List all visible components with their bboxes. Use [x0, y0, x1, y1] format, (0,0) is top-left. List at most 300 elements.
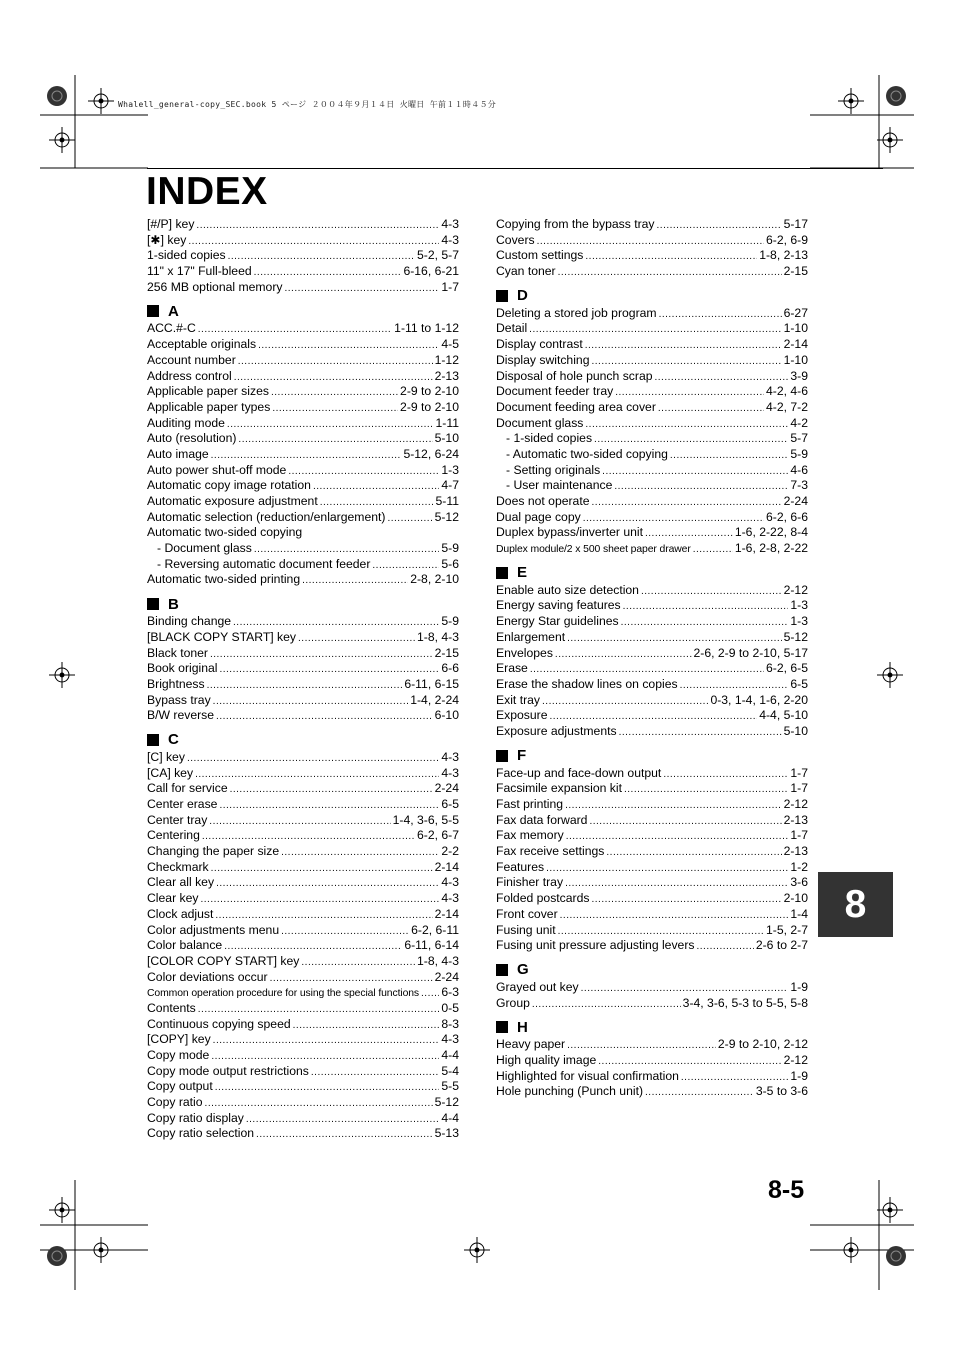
index-term: Black toner [147, 645, 208, 660]
dot-leader [228, 249, 415, 265]
index-term: Fast printing [496, 797, 564, 811]
index-term: Energy Star guidelines [496, 614, 619, 629]
index-entry [147, 248, 459, 264]
index-term: Contents [147, 1000, 196, 1015]
header-rule [147, 168, 883, 169]
index-pages: 1-8, 4-3 [416, 953, 459, 968]
index-pages: 5-7 [790, 431, 808, 446]
index-term: Document glass [496, 415, 584, 430]
index-term: Detail [496, 321, 528, 336]
index-term: [✱] key [147, 232, 187, 247]
index-term: Energy saving features [496, 598, 621, 613]
dot-leader [537, 234, 764, 250]
dot-leader [211, 448, 402, 464]
index-entry [496, 400, 808, 416]
index-pages: 2-9 to 2-10, 2-12 [717, 1037, 808, 1052]
index-term: Address control [147, 368, 232, 383]
dot-leader [298, 631, 415, 647]
index-pages: 4-3 [441, 232, 459, 247]
index-pages: 1-4, 3-6, 5-5 [392, 812, 459, 827]
dot-leader [256, 1127, 433, 1143]
index-term: [BLACK COPY START] key [147, 629, 297, 644]
index-term: Center tray [147, 812, 208, 827]
index-entry [496, 233, 808, 249]
dot-leader [258, 338, 439, 354]
dot-leader [311, 1065, 439, 1081]
dot-leader [372, 558, 439, 574]
dot-leader [302, 573, 408, 589]
index-pages: 1-8, 2-13 [759, 248, 808, 263]
dot-leader [645, 526, 733, 542]
index-pages: 4-3 [441, 765, 459, 780]
index-pages: 5-17 [783, 217, 808, 231]
index-entry [496, 447, 808, 463]
index-entry [147, 844, 459, 860]
index-pages: 5-12 [434, 1095, 459, 1110]
index-entry [147, 1079, 459, 1095]
dot-leader [205, 1096, 433, 1112]
index-pages: 3-6 [790, 875, 808, 890]
index-pages: 2-14 [434, 906, 459, 921]
index-term: - 1-sided copies [506, 431, 593, 446]
index-term: Fusing unit [496, 922, 556, 937]
index-pages: 1-7 [790, 781, 808, 796]
square-bullet-icon [496, 750, 508, 762]
section-letter: A [168, 302, 179, 320]
dot-leader [645, 1085, 754, 1101]
index-term: Fax receive settings [496, 844, 605, 859]
dot-leader [558, 265, 782, 281]
index-entry [147, 431, 459, 447]
dot-leader [198, 1002, 440, 1018]
index-term: [#/P] key [147, 217, 195, 231]
dot-leader [301, 955, 415, 971]
dot-leader [641, 584, 782, 600]
index-pages: 2-2 [441, 844, 459, 859]
index-pages: 2-14 [434, 859, 459, 874]
index-entry [496, 353, 808, 369]
index-pages: 1-3 [790, 614, 808, 629]
dot-leader [583, 511, 764, 527]
dot-leader [658, 401, 764, 417]
index-term: Clear all key [147, 875, 215, 890]
dot-leader [657, 218, 782, 234]
index-pages: 4-3 [441, 875, 459, 890]
index-term: Checkmark [147, 859, 209, 874]
index-pages: 1-7 [790, 828, 808, 843]
dot-leader [532, 997, 681, 1013]
index-column-right [496, 217, 808, 1100]
section-heading-c [147, 731, 459, 749]
index-pages: 1-10 [783, 321, 808, 336]
index-entry [496, 661, 808, 677]
index-term: Automatic copy image rotation [147, 478, 311, 493]
dot-leader [567, 1038, 716, 1054]
dot-leader [187, 751, 439, 767]
dot-leader [224, 939, 402, 955]
index-entry [496, 217, 808, 233]
index-pages: 4-7 [441, 478, 459, 493]
index-entry [496, 875, 808, 891]
dot-leader [670, 448, 788, 464]
square-bullet-icon [147, 734, 159, 746]
index-entry [496, 828, 808, 844]
dot-leader [215, 908, 432, 924]
index-term: - Document glass [157, 541, 252, 556]
index-entry [496, 708, 808, 724]
dot-leader [230, 782, 433, 798]
dot-leader [211, 1049, 439, 1065]
dot-leader [202, 829, 415, 845]
index-entry [496, 996, 808, 1012]
index-pages: 2-13 [434, 368, 459, 383]
dot-leader [246, 1112, 440, 1128]
index-pages: 2-12 [783, 797, 808, 811]
index-pages: 2-12 [783, 1052, 808, 1067]
dot-leader [585, 249, 757, 265]
index-term: Automatic two-sided printing [147, 572, 301, 587]
index-entry [147, 264, 459, 280]
dot-leader [558, 924, 764, 940]
index-pages: 0-5 [441, 1000, 459, 1015]
index-pages: 5-12 [434, 509, 459, 524]
index-term: Document feeding area cover [496, 399, 656, 414]
square-bullet-icon [496, 290, 508, 302]
index-entry [496, 416, 808, 432]
index-pages: 5-12 [783, 629, 808, 644]
index-term: ACC.#-C [147, 321, 196, 336]
dot-leader [288, 464, 439, 480]
index-term: Auto image [147, 446, 209, 461]
index-pages: 4-3 [441, 749, 459, 764]
index-term: Brightness [147, 676, 205, 691]
index-entry [147, 416, 459, 432]
index-term: Custom settings [496, 248, 584, 263]
page-number: 8-5 [768, 1176, 805, 1204]
dot-leader [213, 694, 409, 710]
index-term: Front cover [496, 906, 558, 921]
index-term: Dual page copy [496, 509, 581, 524]
index-entry [147, 478, 459, 494]
index-entry [496, 891, 808, 907]
index-term: Document feeder tray [496, 384, 614, 399]
index-entry [496, 938, 808, 954]
index-term: Enlargement [496, 629, 566, 644]
index-entry [496, 614, 808, 630]
index-entry [147, 813, 459, 829]
section-heading-f [496, 747, 808, 765]
index-term: Exposure adjustments [496, 723, 617, 738]
index-term: Deleting a stored job program [496, 305, 657, 320]
index-pages: 4-6 [790, 462, 808, 477]
index-entry [147, 1048, 459, 1064]
index-entry [496, 1037, 808, 1053]
index-pages: 6-2, 6-7 [416, 828, 459, 843]
index-entry [496, 525, 808, 541]
index-pages: 6-11, 6-14 [404, 938, 459, 953]
index-term: Heavy paper [496, 1037, 566, 1052]
index-entry [147, 797, 459, 813]
index-term: Hole punching (Punch unit) [496, 1084, 644, 1099]
index-entry [496, 384, 808, 400]
dot-leader [585, 417, 788, 433]
index-entry [496, 306, 808, 322]
dot-leader [565, 876, 788, 892]
index-entry [496, 693, 808, 709]
index-entry [147, 541, 459, 557]
index-entry [496, 510, 808, 526]
index-pages: 3-4, 3-6, 5-3 to 5-5, 5-8 [682, 995, 808, 1010]
index-pages: 6-2, 6-5 [765, 661, 808, 676]
section-heading-g [496, 961, 808, 979]
index-entry [147, 1017, 459, 1033]
index-term: Fax memory [496, 828, 564, 843]
index-term: Erase the shadow lines on copies [496, 676, 678, 691]
index-entry [147, 572, 459, 588]
index-term: Fusing unit pressure adjusting levers [496, 938, 695, 953]
index-pages: 1-7 [441, 279, 459, 294]
index-entry [147, 1126, 459, 1142]
dot-leader [272, 401, 398, 417]
dot-leader [211, 861, 433, 877]
index-term: Duplex bypass/inverter unit [496, 525, 643, 540]
dot-leader [697, 939, 754, 955]
index-term: Color balance [147, 938, 223, 953]
index-entry [496, 369, 808, 385]
dot-leader [270, 971, 433, 987]
dot-leader [592, 495, 782, 511]
index-entry [147, 510, 459, 526]
dot-leader [284, 281, 439, 297]
index-entry [147, 693, 459, 709]
index-entry [147, 985, 459, 1001]
index-pages: 1-7 [790, 765, 808, 780]
index-pages: 4-3 [441, 891, 459, 906]
dot-leader [624, 782, 788, 798]
index-term: Color adjustments menu [147, 922, 280, 937]
index-term: Copy ratio [147, 1095, 203, 1110]
dot-leader [566, 829, 789, 845]
index-term: Center erase [147, 797, 218, 811]
index-term: Finisher tray [496, 875, 564, 890]
index-entry [496, 463, 808, 479]
index-term: Enable auto size detection [496, 582, 639, 597]
index-entry [147, 1001, 459, 1017]
dot-leader [195, 767, 439, 783]
index-term: Copy mode [147, 1048, 210, 1062]
index-entry [496, 337, 808, 353]
index-entry [496, 781, 808, 797]
dot-leader [681, 1070, 788, 1086]
dot-leader [238, 354, 433, 370]
index-pages: 1-11 to 1-12 [394, 321, 459, 336]
index-entry [496, 264, 808, 280]
index-pages: 5-10 [434, 431, 459, 446]
index-pages: 1-3 [441, 462, 459, 477]
dot-leader [271, 385, 398, 401]
dot-leader [542, 694, 708, 710]
index-entry [147, 875, 459, 891]
index-pages: 2-15 [783, 264, 808, 279]
index-term: Copy mode output restrictions [147, 1063, 309, 1078]
index-entry [496, 766, 808, 782]
section-heading-d [496, 287, 808, 305]
dot-leader [227, 417, 434, 433]
index-entry [147, 630, 459, 646]
index-entry [496, 248, 808, 264]
index-entry [147, 384, 459, 400]
index-pages: 1-3 [790, 598, 808, 613]
dot-leader [663, 767, 788, 783]
index-entry [496, 541, 808, 557]
index-pages: 6-2, 6-6 [765, 509, 808, 524]
index-term: Account number [147, 352, 236, 367]
dot-leader [585, 338, 782, 354]
index-pages: 4-2, 7-2 [765, 399, 808, 414]
index-term: Acceptable originals [147, 337, 257, 352]
index-entry [147, 1095, 459, 1111]
index-entry [147, 353, 459, 369]
index-pages: 2-12 [783, 582, 808, 597]
index-pages: 1-2 [790, 859, 808, 874]
index-pages: 1-11 [435, 415, 459, 430]
index-term: Disposal of hole punch scrap [496, 368, 653, 383]
section-letter: E [517, 564, 528, 582]
index-pages: 6-3 [441, 985, 459, 1000]
index-pages: 6-11, 6-15 [404, 676, 459, 691]
index-pages: 4-4 [441, 1048, 459, 1062]
dot-leader [529, 322, 781, 338]
index-entry [496, 907, 808, 923]
index-term: [CA] key [147, 765, 194, 780]
index-entry [147, 661, 459, 677]
dot-leader [216, 709, 433, 725]
index-entry [147, 646, 459, 662]
index-pages: 3-5 to 3-6 [755, 1084, 808, 1099]
index-term: Copy ratio display [147, 1110, 244, 1125]
dot-leader [293, 1018, 440, 1034]
index-entry [496, 494, 808, 510]
index-pages: 4-5 [441, 337, 459, 352]
section-heading-h [496, 1018, 808, 1036]
dot-leader [591, 354, 781, 370]
page-title: INDEX [146, 170, 268, 213]
section-heading-a [147, 302, 459, 320]
index-entry [147, 1064, 459, 1080]
index-term: Does not operate [496, 494, 590, 508]
dot-leader [188, 234, 439, 250]
index-pages: 1-10 [783, 352, 808, 367]
index-entry [147, 907, 459, 923]
dot-leader [219, 798, 439, 814]
index-pages: 6-2, 6-11 [411, 922, 459, 937]
index-term: Copy ratio selection [147, 1126, 255, 1141]
index-entry [147, 828, 459, 844]
index-term: - Reversing automatic document feeder [157, 556, 371, 571]
index-pages: 2-15 [434, 645, 459, 660]
dot-leader [693, 542, 733, 558]
index-term: Duplex module/2 x 500 sheet paper drawer [496, 544, 691, 556]
index-pages: 5-6 [441, 556, 459, 571]
index-term: High quality image [496, 1052, 597, 1067]
dot-leader [219, 662, 439, 678]
index-term: Exposure [496, 708, 548, 723]
index-term: Erase [496, 661, 528, 676]
dot-leader [581, 981, 789, 997]
index-term: Automatic two-sided copying [147, 525, 303, 540]
dot-leader [594, 432, 788, 448]
index-pages: 4-4 [441, 1110, 459, 1125]
dot-leader [619, 725, 782, 741]
index-term: Book original [147, 661, 218, 676]
index-entry [496, 1053, 808, 1069]
index-pages: 1-5, 2-7 [765, 922, 808, 937]
index-term: - Setting originals [506, 462, 601, 477]
index-entry [147, 891, 459, 907]
index-pages: 6-5 [441, 797, 459, 811]
dot-leader [196, 218, 439, 234]
index-entry [496, 478, 808, 494]
index-pages: 4-2 [790, 415, 808, 430]
index-entry [496, 797, 808, 813]
dot-leader [659, 307, 782, 323]
index-pages: 5-13 [434, 1126, 459, 1141]
index-entry [147, 369, 459, 385]
index-term: Changing the paper size [147, 844, 280, 859]
index-term: Clock adjust [147, 906, 214, 921]
index-pages: 2-24 [434, 969, 459, 984]
dot-leader [567, 631, 781, 647]
index-pages: 8-3 [441, 1016, 459, 1031]
index-term: Automatic selection (reduction/enlargement) [147, 509, 386, 524]
index-entry [147, 708, 459, 724]
dot-leader [598, 1054, 781, 1070]
index-term: Features [496, 859, 545, 874]
section-letter: F [517, 747, 527, 765]
index-term: - User maintenance [506, 478, 613, 493]
index-term: Grayed out key [496, 979, 579, 994]
index-term: Auto power shut-off mode [147, 462, 287, 477]
index-pages: 2-10 [783, 891, 808, 906]
index-entry [496, 630, 808, 646]
section-letter: B [168, 595, 179, 613]
index-pages: 4-3 [441, 1032, 459, 1047]
section-letter: G [517, 961, 529, 979]
dot-leader [530, 662, 764, 678]
index-pages: 1-8, 4-3 [416, 629, 459, 644]
index-pages: 2-6, 2-9 to 2-10, 5-17 [693, 645, 808, 660]
dot-leader [614, 479, 788, 495]
index-term: [C] key [147, 749, 185, 764]
index-entry [496, 646, 808, 662]
square-bullet-icon [147, 598, 159, 610]
index-pages: 2-9 to 2-10 [400, 384, 459, 399]
index-term: Folded postcards [496, 891, 590, 906]
index-entry [147, 1111, 459, 1127]
section-heading-b [147, 595, 459, 613]
section-letter: D [517, 287, 528, 305]
index-term: 11" x 17" Full-bleed [147, 264, 252, 279]
index-term: Cyan toner [496, 264, 556, 279]
index-pages: 7-3 [790, 478, 808, 493]
index-term: Binding change [147, 614, 232, 629]
dot-leader [615, 385, 764, 401]
index-column-left [147, 217, 459, 1142]
index-term: [COPY] key [147, 1032, 211, 1047]
index-entry [147, 1032, 459, 1048]
index-term: B/W reverse [147, 708, 215, 723]
index-pages: 4-2, 4-6 [765, 384, 808, 399]
